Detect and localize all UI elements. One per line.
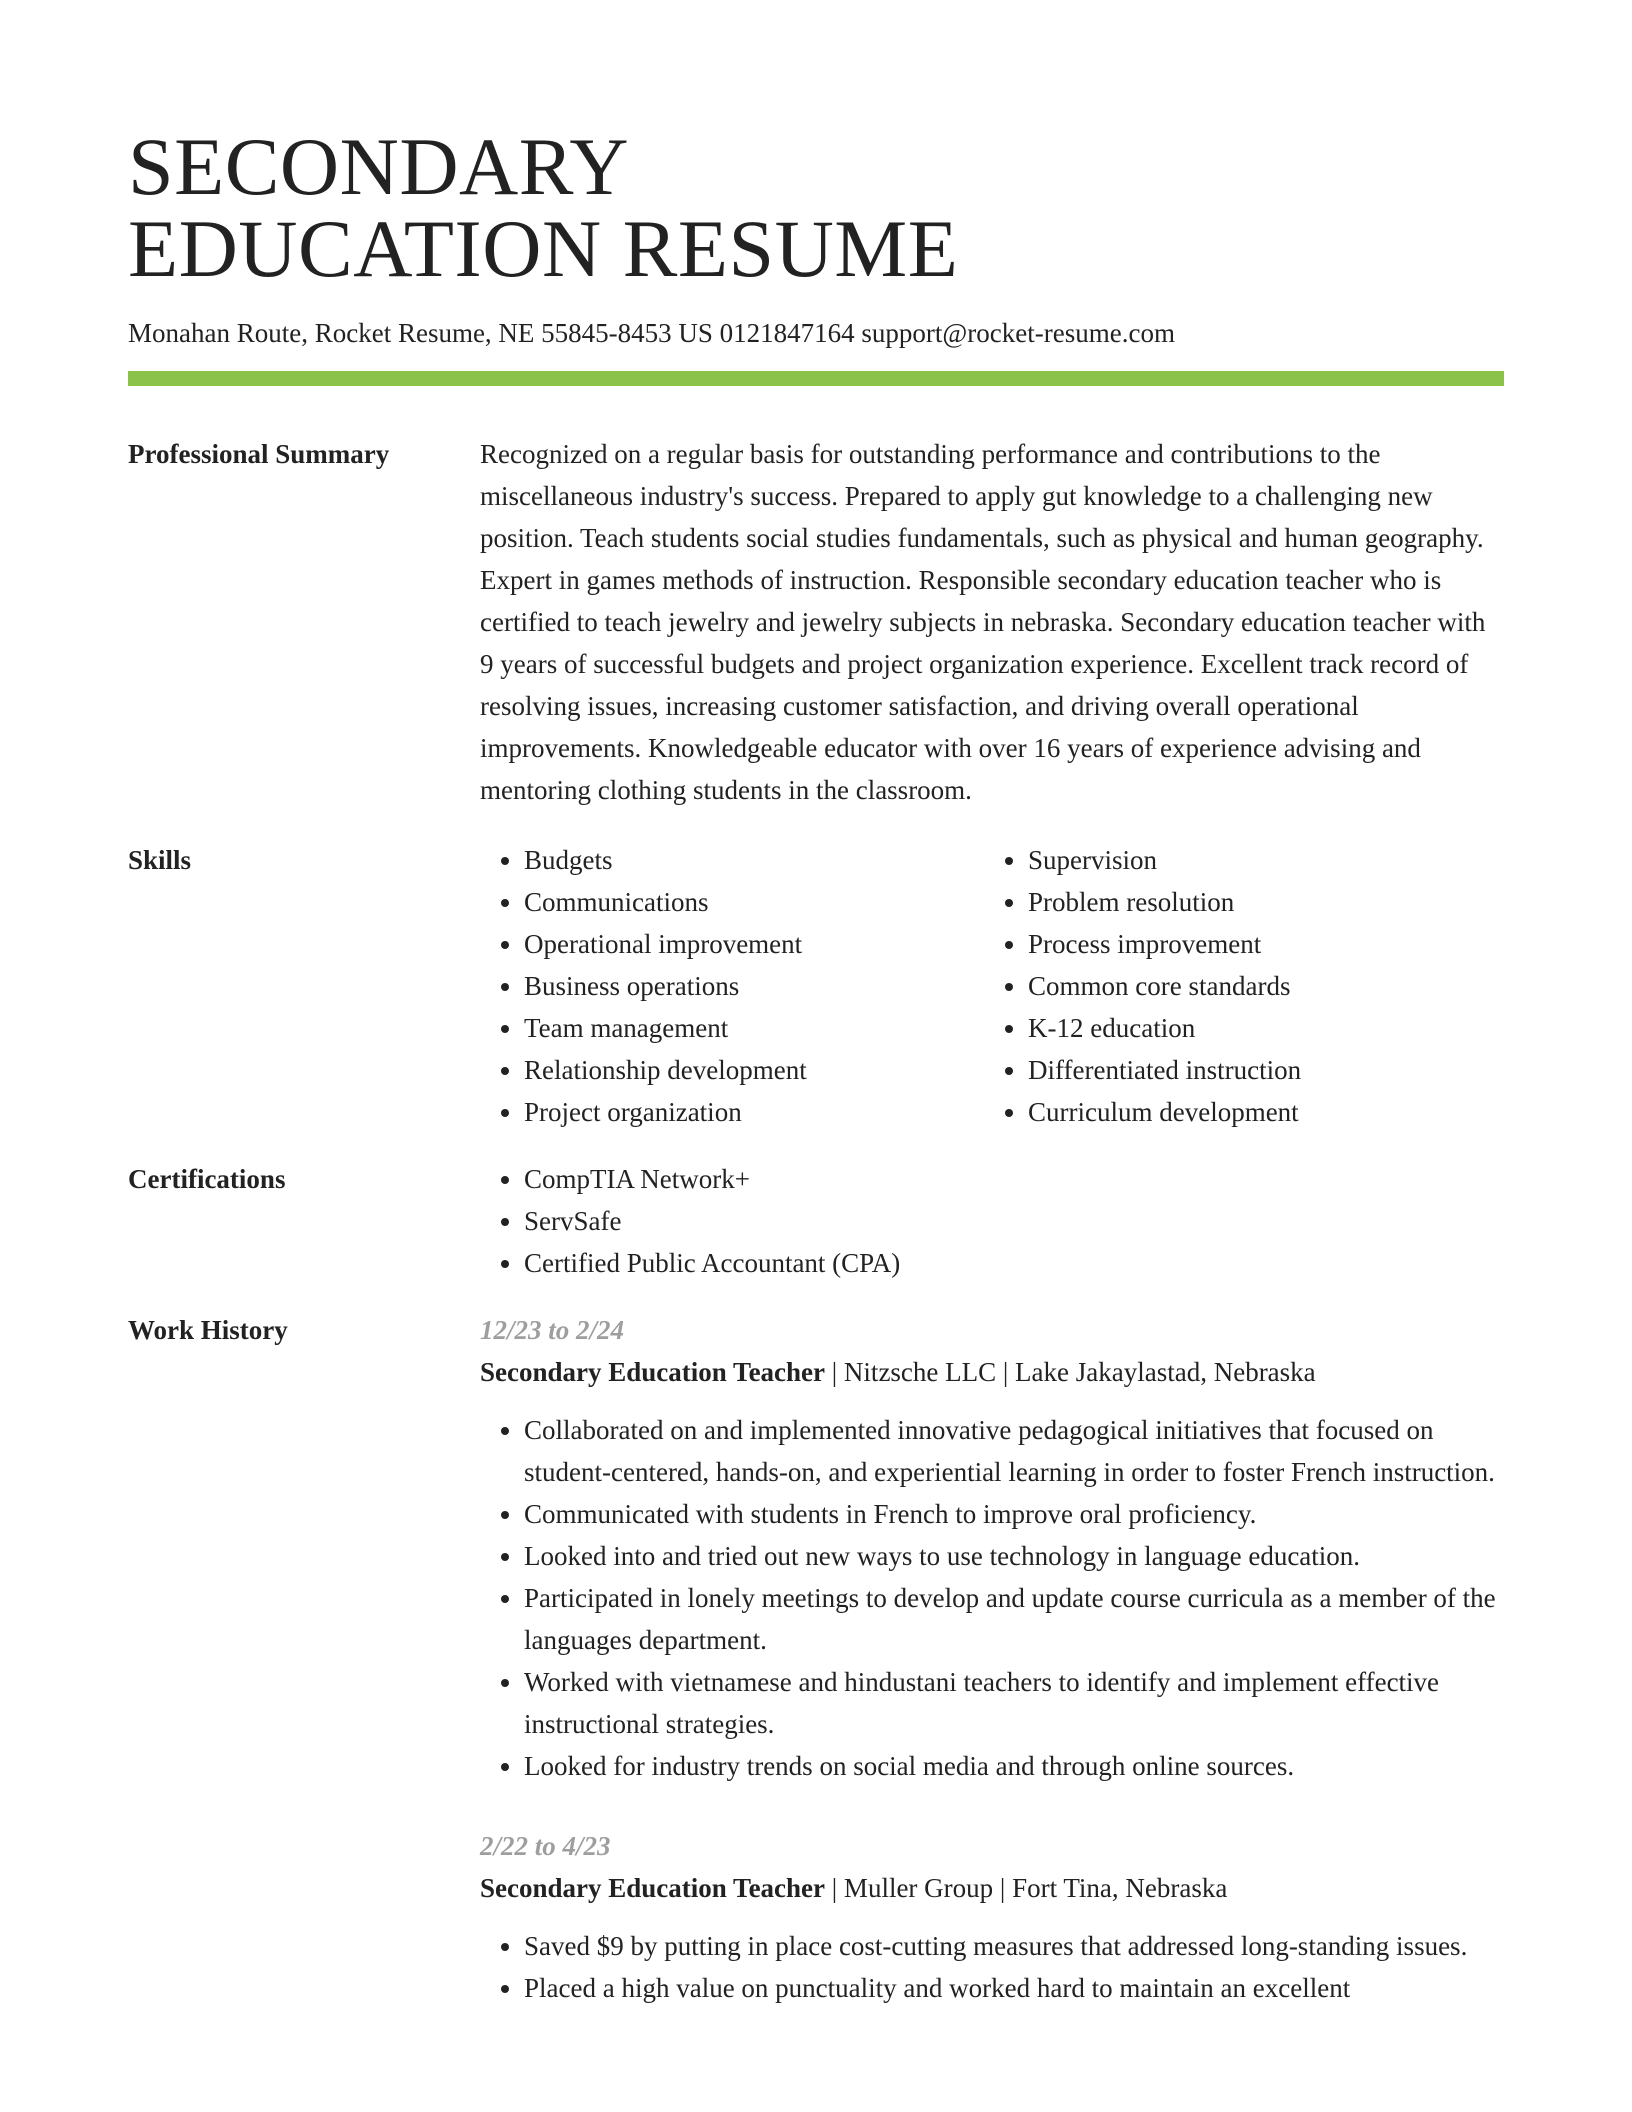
job-company-location: | Nitzsche LLC | Lake Jakaylastad, Nebraska: [825, 1357, 1316, 1387]
work-history-section: [128, 1315, 1504, 2047]
job-title: Secondary Education Teacher: [480, 1357, 826, 1387]
skills-heading: Skills: [128, 845, 192, 875]
skill-item: • Project organization: [524, 1091, 984, 1133]
skill-item: • Relationship development: [524, 1049, 984, 1091]
job-bullet: • Saved $9 by putting in place cost-cutting measures that addressed long-standing issues.: [524, 1925, 1504, 1967]
title-line-2: EDUCATION RESUME: [128, 203, 959, 294]
skill-item: • Problem resolution: [1028, 881, 1488, 923]
skill-item: • Budgets: [524, 839, 984, 881]
summary-section: [128, 439, 1504, 811]
skill-item: • Common core standards: [1028, 965, 1488, 1007]
certification-item: • CompTIA Network+: [524, 1158, 1504, 1200]
skill-item: • Supervision: [1028, 839, 1488, 881]
job-dates: 12/23 to 2/24: [480, 1315, 625, 1345]
title-line-1: SECONDARY: [128, 121, 630, 212]
skill-item: • Operational improvement: [524, 923, 984, 965]
certifications-section: [128, 1164, 1504, 1284]
skill-item: • K-12 education: [1028, 1007, 1488, 1049]
certifications-body: [480, 1158, 1504, 1284]
job-header: [480, 1867, 1504, 1909]
skill-item: • Communications: [524, 881, 984, 923]
skills-body: [480, 839, 1504, 1133]
contact-line: Monahan Route, Rocket Resume, NE 55845-8453 US 0121847164 support@rocket-resume.com: [128, 318, 1175, 348]
skill-item: • Differentiated instruction: [1028, 1049, 1488, 1091]
skill-item: • Process improvement: [1028, 923, 1488, 965]
job-bullet: • Participated in lonely meetings to develop and update course curricula as a member of the languages department.: [524, 1577, 1504, 1661]
job-bullet: • Communicated with students in French to improve oral proficiency.: [524, 1493, 1504, 1535]
skills-column-1: [480, 839, 984, 1133]
job-bullet: • Worked with vietnamese and hindustani teachers to identify and implement effective instructional strategies.: [524, 1661, 1504, 1745]
certification-item: • ServSafe: [524, 1200, 1504, 1242]
job-title: Secondary Education Teacher: [480, 1873, 826, 1903]
job-header: [480, 1351, 1504, 1393]
job-entry: [480, 1825, 1504, 2009]
skills-column-2: [984, 839, 1488, 1133]
summary-body: [480, 433, 1504, 811]
job-dates: 2/22 to 4/23: [480, 1831, 611, 1861]
work-history-heading: Work History: [128, 1315, 288, 1345]
work-history-body: [480, 1309, 1504, 2047]
job-bullet: • Looked for industry trends on social media and through online sources.: [524, 1745, 1504, 1787]
resume-page: [128, 0, 1504, 2047]
skill-item: • Curriculum development: [1028, 1091, 1488, 1133]
job-bullet: • Collaborated on and implemented innovative pedagogical initiatives that focused on student-centered, hands-on, and experiential learning in order to foster French instruction.: [524, 1409, 1504, 1493]
certifications-list: [480, 1158, 1504, 1284]
job-bullet: • Looked into and tried out new ways to use technology in language education.: [524, 1535, 1504, 1577]
certifications-heading: Certifications: [128, 1164, 286, 1194]
skill-item: • Business operations: [524, 965, 984, 1007]
job-bullet: • Placed a high value on punctuality and worked hard to maintain an excellent: [524, 1967, 1504, 2009]
job-bullets: [480, 1925, 1504, 2009]
summary-heading: Professional Summary: [128, 439, 390, 469]
certification-item: • Certified Public Accountant (CPA): [524, 1242, 1504, 1284]
resume-title: [128, 0, 1504, 294]
job-entry: [480, 1309, 1504, 1787]
job-bullets: [480, 1409, 1504, 1787]
skill-item: • Team management: [524, 1007, 984, 1049]
skills-section: [128, 845, 1504, 1133]
job-company-location: | Muller Group | Fort Tina, Nebraska: [825, 1873, 1228, 1903]
skills-grid: [480, 839, 1504, 1133]
summary-text: Recognized on a regular basis for outstanding performance and contributions to the miscellaneous industry's success. Prepared to apply gut knowledge to a challenging new position. Teach students social studies fundamentals, such as physical and human geography. Expert in games methods of instruction. Responsible secondary education teacher who is certified to teach jewelry and jewelry subjects in nebraska. Secondary education teacher with 9 years of successful budgets and project organization experience. Excellent track record of resolving issues, increasing customer satisfaction, and driving overall operational improvements. Knowledgeable educator with over 16 years of experience advising and mentoring clothing students in the classroom.: [480, 439, 1486, 805]
accent-divider: [128, 371, 1504, 386]
